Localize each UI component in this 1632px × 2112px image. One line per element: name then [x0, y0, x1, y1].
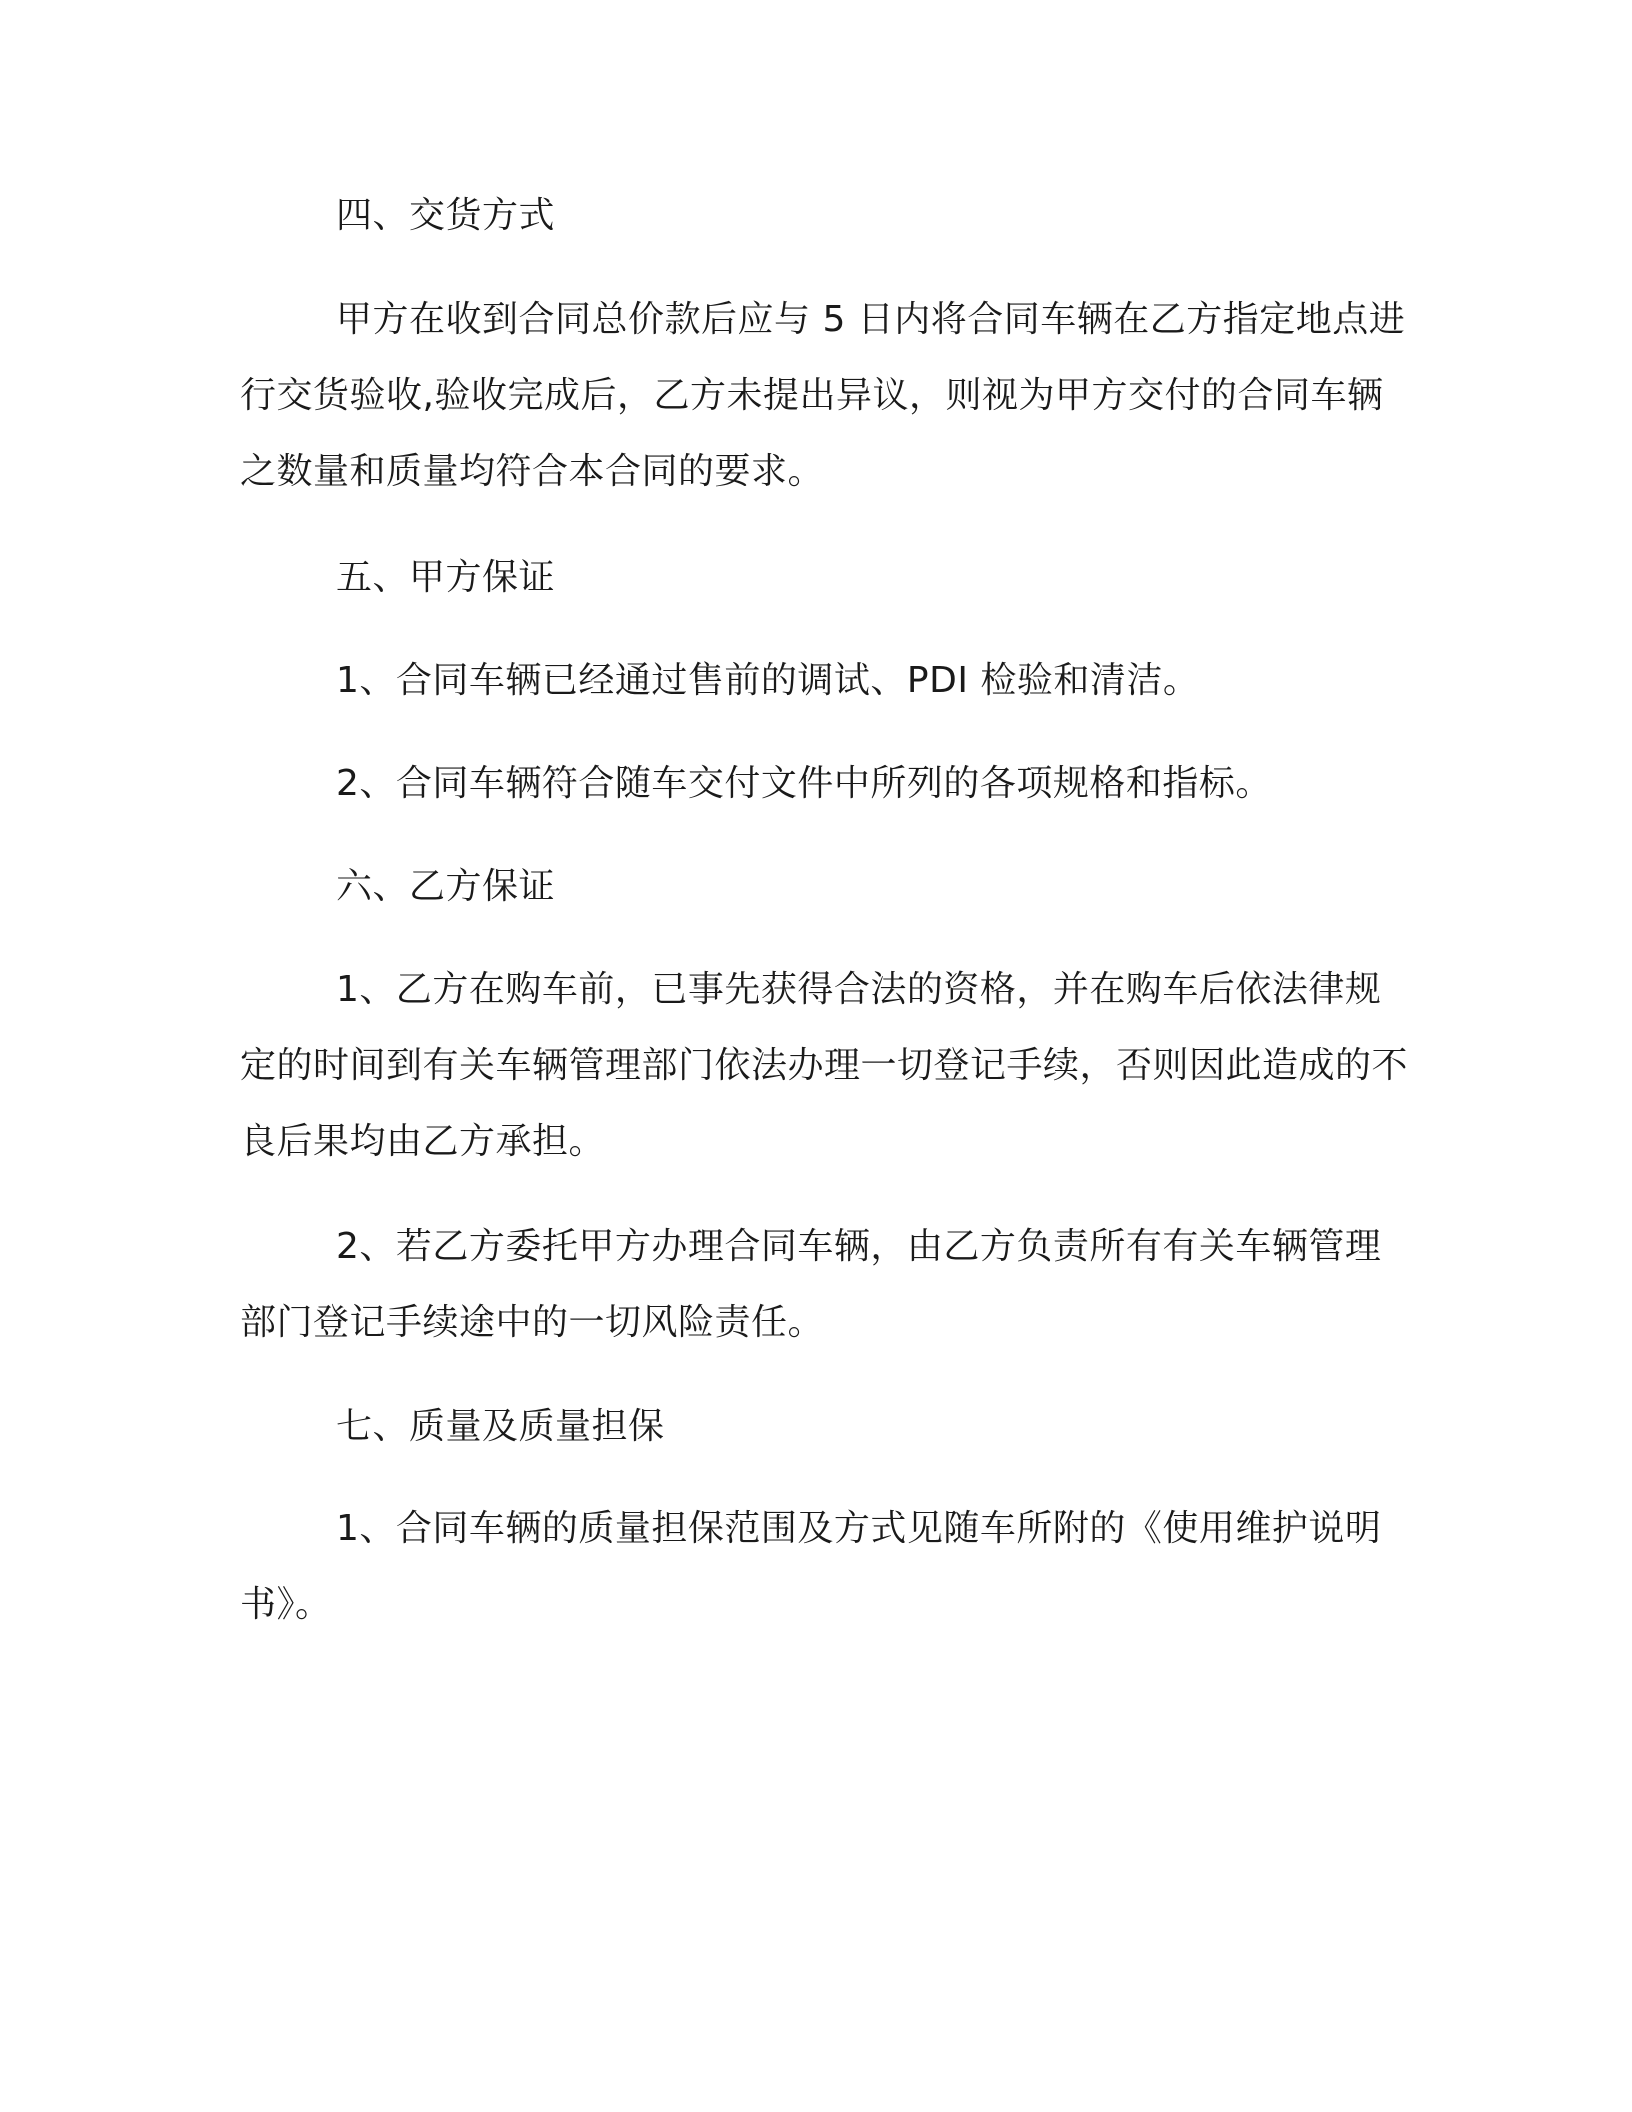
section-5-heading: 五、甲方保证	[336, 557, 556, 598]
section-6-heading: 六、乙方保证	[336, 866, 556, 907]
section-4-heading: 四、交货方式	[336, 195, 556, 236]
section-6-item-2: 2、若乙方委托甲方办理合同车辆，由乙方负责所有有关车辆管理部门登记手续途中的一切风险责任。	[240, 1226, 1382, 1343]
section-5-item-1: 1、合同车辆已经通过售前的调试、PDI 检验和清洁。	[336, 660, 1200, 701]
section-6-item-1: 1、乙方在购车前，已事先获得合法的资格，并在购车后依法律规定的时间到有关车辆管理部门依法办理一切登记手续，否则因此造成的不良后果均由乙方承担。	[240, 969, 1409, 1162]
section-7-heading: 七、质量及质量担保	[336, 1406, 665, 1447]
section-5-item-2: 2、合同车辆符合随车交付文件中所列的各项规格和指标。	[336, 763, 1272, 804]
section-7-item-1: 1、合同车辆的质量担保范围及方式见随车所附的《使用维护说明书》。	[240, 1508, 1382, 1625]
section-4-paragraph: 甲方在收到合同总价款后应与 5 日内将合同车辆在乙方指定地点进行交货验收,验收完成后，乙方未提出异议，则视为甲方交付的合同车辆之数量和质量均符合本合同的要求。	[240, 299, 1406, 492]
